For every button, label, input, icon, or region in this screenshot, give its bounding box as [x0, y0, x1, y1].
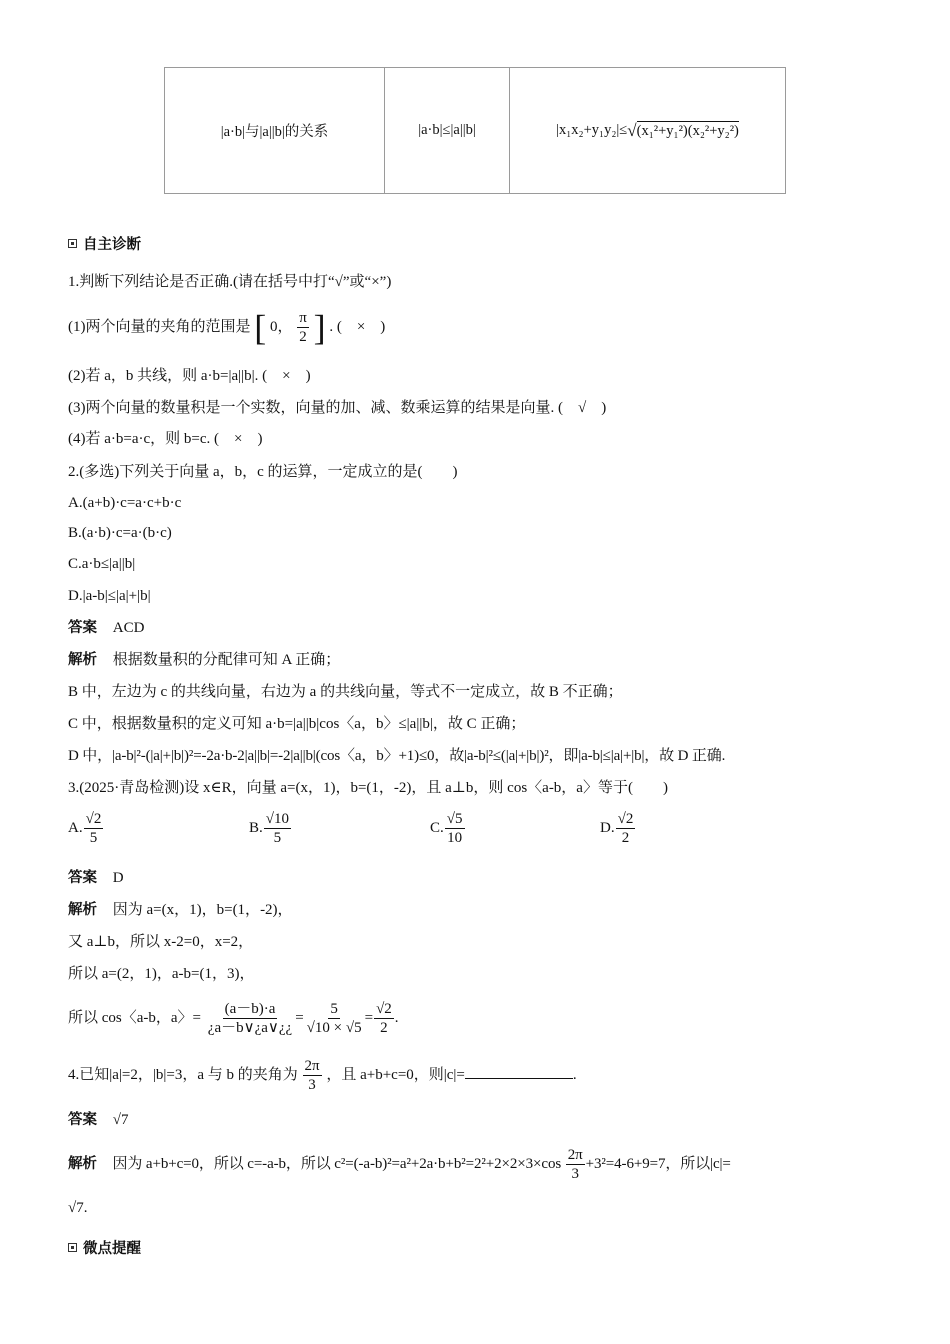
stem-text: .: [572, 1067, 577, 1083]
question-3-analysis-3: 所以 a=(2，1)，a-b=(1，3)，: [68, 966, 255, 982]
option-fraction: [264, 810, 291, 847]
section-heading-self-diagnosis: [68, 233, 141, 254]
question-4-analysis: [68, 1142, 731, 1186]
period: .: [394, 1010, 399, 1026]
question-3-option-b: [249, 810, 292, 847]
table-cell-relation: |a·b|与|a||b|的关系: [165, 68, 385, 193]
left-bracket: [: [254, 307, 267, 348]
fraction-numerator: √10: [265, 811, 289, 827]
fraction-denominator: 10: [447, 830, 463, 846]
question-3-answer: [68, 868, 124, 888]
section-marker-icon: [68, 239, 77, 248]
analysis-text: +3²=4-6+9=7，所以|c|=: [585, 1156, 731, 1172]
fraction-numerator: √2: [85, 811, 102, 827]
answer-value: √7: [112, 1112, 129, 1128]
question-2-option-b: B.(a·b)·c=a·(b·c): [68, 525, 172, 541]
analysis-text: 根据数量积的分配律可知 A 正确；: [112, 652, 341, 668]
table-cell-coordinate-form: [510, 68, 785, 193]
question-2-analysis-3: C 中，根据数量积的定义可知 a·b=|a||b|cos〈a，b〉≤|a||b|，故 C 正确；: [68, 716, 526, 732]
fraction-denominator: 3: [308, 1077, 316, 1094]
question-3-stem: 3.(2025·青岛检测)设 x∈R，向量 a=(x，1)，b=(1，-2)，且 a⊥b，则 cos〈a-b，a〉等于( ): [68, 780, 668, 796]
question-3-analysis-4: [68, 996, 399, 1040]
question-2-option-c: C.a·b≤|a||b|: [68, 556, 136, 572]
option-label: D.: [600, 820, 615, 836]
question-4-analysis-end: √7.: [68, 1200, 88, 1216]
question-2-option-d: D.|a-b|≤|a|+|b|: [68, 588, 151, 604]
section-heading-tips: [68, 1237, 141, 1258]
answer-label: 答案: [68, 620, 97, 636]
answer-label: 答案: [68, 1112, 97, 1128]
section-marker-icon: [68, 1243, 77, 1252]
fraction-numerator: √2: [376, 1001, 392, 1018]
fraction-denominator: ¿a－b∨¿a∨¿¿: [207, 1020, 293, 1037]
fraction-numerator: √2: [617, 811, 634, 827]
option-fraction: [445, 810, 465, 847]
question-3-analysis-1: [68, 900, 293, 920]
question-4-stem: [68, 1053, 577, 1097]
answer-value: D: [112, 870, 124, 886]
question-2-analysis-2: B 中，左边为 c 的共线向量，右边为 a 的共线向量，等式不一定成立，故 B 不正确；: [68, 684, 623, 700]
pi-over-two-fraction: [297, 309, 309, 346]
fraction-denominator: 5: [89, 830, 98, 846]
interval-start: 0，: [270, 319, 293, 335]
option-fraction: [84, 810, 104, 847]
option-label: B.: [249, 820, 263, 836]
fraction-denominator: √10 × √5: [306, 1020, 362, 1037]
fraction-denominator: 3: [571, 1166, 579, 1183]
fraction-numerator: 2π: [304, 1058, 320, 1075]
question-2-stem: 2.(多选)下列关于向量 a，b，c 的运算，一定成立的是( ): [68, 464, 458, 480]
analysis-label: 解析: [68, 902, 97, 918]
answer-blank: [465, 1064, 573, 1079]
table-cell-inequality: |a·b|≤|a||b|: [385, 68, 510, 193]
coordinate-inequality-left: |x₁x₂+y₁y₂|≤: [556, 122, 628, 138]
question-1-statement-2: (2)若 a，b 共线，则 a·b=|a||b|. ( × ): [68, 368, 311, 384]
question-2-option-a: A.(a+b)·c=a·c+b·c: [68, 495, 182, 511]
stem-text: 4.已知|a|=2，|b|=3，a 与 b 的夹角为: [68, 1067, 298, 1083]
equals-sign: =: [364, 1010, 374, 1026]
fraction-numerator: 2π: [567, 1147, 583, 1164]
coordinate-inequality-radicand: (x₁²+y₁²)(x₂²+y₂²): [636, 123, 739, 139]
right-bracket: ]: [313, 307, 326, 348]
question-2-analysis-4: D 中，|a-b|²-(|a|+|b|)²=-2a·b-2|a||b|=-2|a||b|(cos〈a，b〉+1)≤0，故|a-b|²≤(|a|+|b|)²，即|a-b|≤|a|+|b|，故 D 正确.: [68, 748, 726, 764]
statement-text: (1)两个向量的夹角的范围是: [68, 319, 251, 335]
analysis-label: 解析: [68, 652, 97, 668]
analysis-text: 因为 a=(x，1)，b=(1，-2)，: [112, 902, 293, 918]
answer-label: 答案: [68, 870, 97, 886]
value-fraction: [305, 1000, 364, 1037]
question-1-stem: 1.判断下列结论是否正确.(请在括号中打“√”或“×”): [68, 274, 392, 290]
angle-fraction: [303, 1057, 322, 1094]
question-3-option-a: [68, 810, 104, 847]
fraction-numerator: π: [299, 310, 307, 327]
fraction-denominator: 2: [380, 1020, 388, 1037]
answer-value: ACD: [112, 620, 145, 636]
question-1-statement-1: [68, 307, 385, 351]
option-fraction: [616, 810, 636, 847]
question-3-option-d: [600, 810, 636, 847]
statement-mark: . ( × ): [329, 319, 386, 335]
question-1-statement-4: (4)若 a·b=a·c，则 b=c. ( × ): [68, 431, 263, 447]
question-3-analysis-2: 又 a⊥b，所以 x-2=0，x=2，: [68, 934, 254, 950]
option-label: A.: [68, 820, 83, 836]
sqrt-icon: √: [627, 120, 637, 140]
analysis-text: 所以 cos〈a-b，a〉=: [68, 1010, 202, 1026]
equals-sign: =: [295, 1010, 304, 1026]
section-title: 微点提醒: [83, 1241, 141, 1257]
result-fraction: [374, 1000, 394, 1037]
stem-text: ，且 a+b+c=0，则|c|=: [326, 1067, 465, 1083]
question-3-option-c: [430, 810, 466, 847]
fraction-denominator: 2: [621, 830, 630, 846]
question-2-analysis-1: [68, 650, 340, 670]
fraction-denominator: 2: [299, 329, 307, 346]
fraction-denominator: 5: [273, 830, 282, 846]
analysis-label: 解析: [68, 1156, 97, 1172]
cosine-fraction: [206, 1000, 294, 1037]
angle-fraction: [566, 1146, 585, 1183]
fraction-numerator: 5: [330, 1001, 338, 1018]
option-label: C.: [430, 820, 444, 836]
question-2-answer: [68, 618, 144, 638]
analysis-text: 因为 a+b+c=0，所以 c=-a-b，所以 c²=(-a-b)²=a²+2a·b+b²=2²+2×2×3×cos: [112, 1156, 562, 1172]
fraction-numerator: (a－b)·a: [224, 1001, 276, 1018]
question-4-answer: [68, 1110, 128, 1130]
question-1-statement-3: (3)两个向量的数量积是一个实数，向量的加、减、数乘运算的结果是向量. ( √ ): [68, 400, 607, 416]
relation-table: [164, 67, 786, 194]
section-title: 自主诊断: [83, 237, 141, 253]
fraction-numerator: √5: [446, 811, 463, 827]
